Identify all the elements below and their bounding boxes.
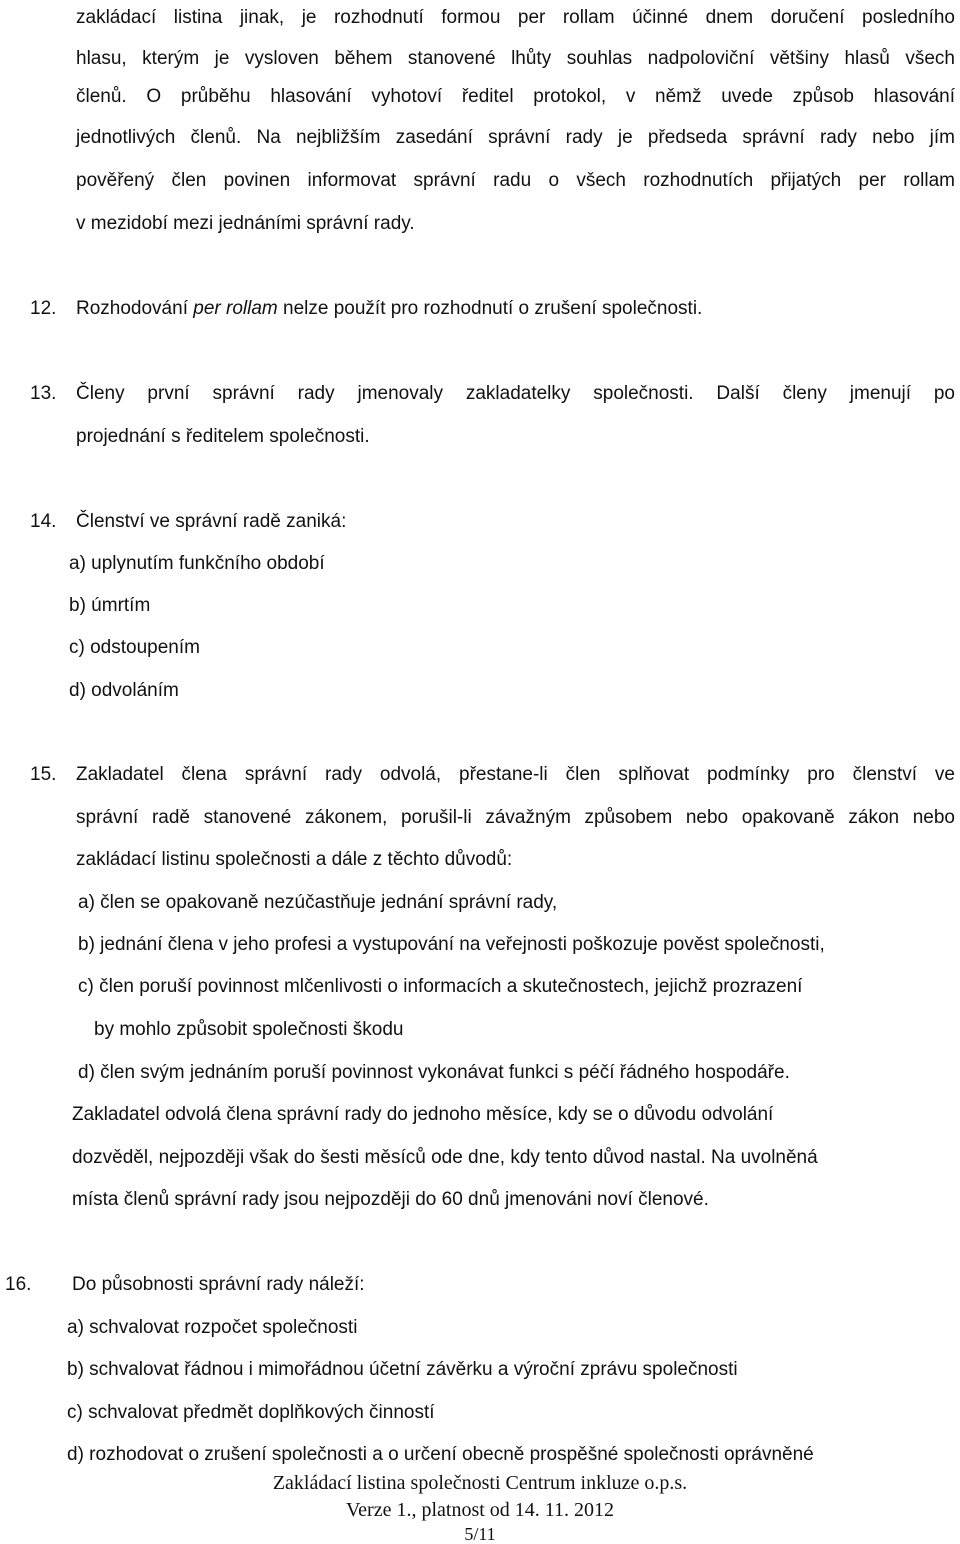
list-item: b) jednání člena v jeho profesi a vystupování na veřejnosti poškozuje pověst společnosti,: [78, 934, 825, 955]
list-item: b) schvalovat řádnou i mimořádnou účetní závěrku a výroční zprávu společnosti: [67, 1359, 738, 1380]
item-intro: Členství ve správní radě zaniká:: [76, 511, 347, 532]
paragraph-line: členů. O průběhu hlasování vyhotoví ředitel protokol, v němž uvede způsob hlasování: [76, 86, 955, 107]
footer-version: Verze 1., platnost od 14. 11. 2012: [345, 1499, 615, 1521]
item-number: 12.: [30, 298, 57, 319]
item-line: projednání s ředitelem společnosti.: [76, 426, 370, 447]
item-line: správní radě stanovené zákonem, porušil-li závažným způsobem nebo opakovaně zákon nebo: [76, 807, 955, 828]
paragraph-line: zakládací listina jinak, je rozhodnutí formou per rollam účinné dnem doručení posledního: [76, 7, 955, 28]
list-item: c) odstoupením: [69, 637, 200, 658]
item-text-part: nelze použít pro rozhodnutí o zrušení společnosti.: [277, 298, 703, 319]
item-text-italic: per rollam: [193, 298, 278, 319]
list-item: c) člen poruší povinnost mlčenlivosti o informacích a skutečnostech, jejichž prozrazení: [78, 976, 803, 997]
item-number: 15.: [30, 764, 57, 785]
item-closing-line: Zakladatel odvolá člena správní rady do jednoho měsíce, kdy se o důvodu odvolání: [72, 1104, 774, 1125]
list-item: a) uplynutím funkčního období: [69, 553, 325, 574]
footer-title: Zakládací listina společnosti Centrum inkluze o.p.s.: [272, 1472, 688, 1494]
item-intro: Do působnosti správní rady náleží:: [72, 1274, 365, 1295]
paragraph-line: pověřený člen povinen informovat správní radu o všech rozhodnutích přijatých per rollam: [76, 170, 955, 191]
list-item: d) odvoláním: [69, 680, 179, 701]
paragraph-line: v mezidobí mezi jednáními správní rady.: [76, 213, 415, 234]
paragraph-line: jednotlivých členů. Na nejbližším zasedání správní rady je předseda správní rady nebo jím: [76, 127, 955, 148]
list-item: d) rozhodovat o zrušení společnosti a o určení obecně prospěšné společnosti oprávněné: [67, 1444, 814, 1465]
list-item: c) schvalovat předmět doplňkových činností: [67, 1402, 435, 1423]
item-line: Členy první správní rady jmenovaly zakladatelky společnosti. Další členy jmenují po: [76, 383, 955, 404]
item-text: [76, 297, 702, 321]
item-closing-line: dozvěděl, nejpozději však do šesti měsíců ode dne, kdy tento důvod nastal. Na uvolněná: [72, 1147, 818, 1168]
item-number: 16.: [5, 1274, 32, 1295]
list-item: a) schvalovat rozpočet společnosti: [67, 1317, 358, 1338]
item-number: 13.: [30, 383, 57, 404]
item-text-part: Rozhodování: [76, 298, 194, 319]
list-item: d) člen svým jednáním poruší povinnost vykonávat funkci s péčí řádného hospodáře.: [78, 1062, 790, 1083]
item-line: Zakladatel člena správní rady odvolá, přestane-li člen splňovat podmínky pro členství ve: [76, 764, 955, 785]
list-item: a) člen se opakovaně nezúčastňuje jednání správní rady,: [78, 892, 558, 913]
item-line: zakládací listinu společnosti a dále z těchto důvodů:: [76, 849, 513, 870]
page-number: 5/11: [464, 1524, 496, 1544]
list-item-continuation: by mohlo způsobit společnosti škodu: [94, 1019, 404, 1040]
paragraph-line: hlasu, kterým je vysloven během stanovené lhůty souhlas nadpoloviční většiny hlasů všech: [76, 48, 955, 69]
item-number: 14.: [30, 511, 57, 532]
list-item: b) úmrtím: [69, 595, 151, 616]
item-closing-line: místa členů správní rady jsou nejpozději do 60 dnů jmenováni noví členové.: [72, 1189, 709, 1210]
